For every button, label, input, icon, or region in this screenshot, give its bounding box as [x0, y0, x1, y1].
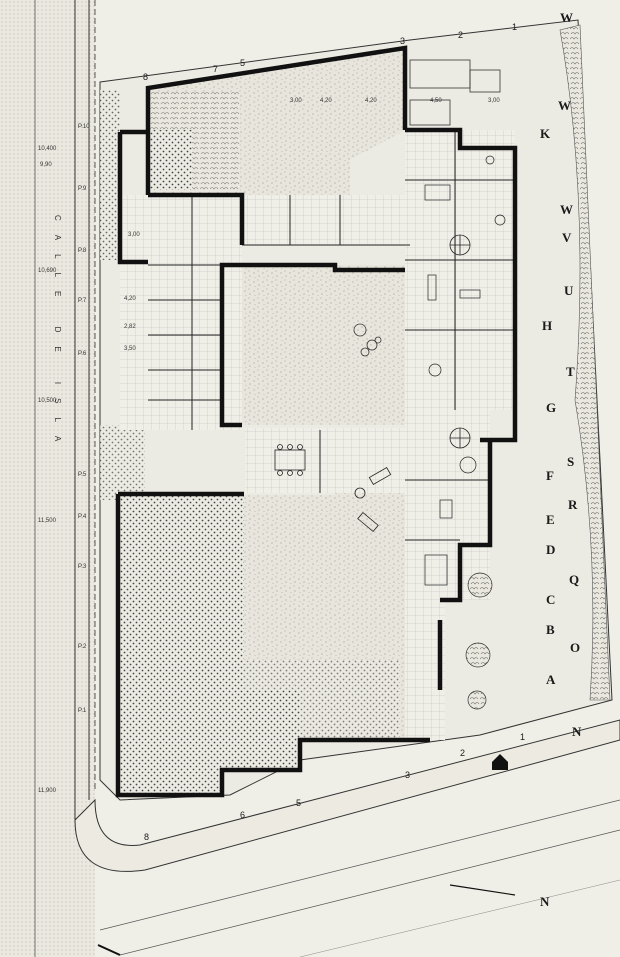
level-mark: 10,400: [38, 146, 57, 152]
street-name: CALLE DE ISLA: [53, 215, 62, 456]
level-mark: 10,690: [38, 268, 57, 274]
axis-letter: T: [566, 364, 575, 379]
axis-letter: G: [546, 400, 557, 415]
plot-label: P.1: [78, 708, 87, 714]
central-courtyard: [242, 265, 407, 425]
level-mark: 11,500: [38, 518, 56, 524]
axis-letter: K: [540, 126, 551, 141]
axis-letter: O: [570, 640, 581, 655]
street-strip: [0, 0, 95, 957]
dimension: 3,00: [290, 98, 302, 104]
level-mark: 9,90: [40, 162, 52, 168]
axis-letter: Q: [569, 572, 580, 587]
north-gallery: [242, 195, 410, 245]
level-mark: 10,500: [38, 398, 57, 404]
axis-letter: U: [564, 283, 574, 298]
axis-letter: W: [560, 10, 573, 25]
axis-letter: C: [546, 592, 556, 607]
dimension: 4,20: [320, 98, 332, 104]
dining-room: [245, 428, 407, 493]
axis-number: 5: [240, 58, 246, 68]
axis-letter: W: [560, 202, 573, 217]
axis-number: 7: [213, 64, 219, 74]
axis-number: 2: [460, 748, 466, 758]
plot-label: P.8: [78, 248, 87, 254]
axis-letter: N: [572, 724, 582, 739]
plot-label: P.5: [78, 472, 87, 478]
dimension: 2,82: [124, 324, 136, 330]
axis-number: 6: [240, 810, 246, 820]
plot-label: P.6: [78, 351, 87, 357]
level-mark: 11,900: [38, 788, 56, 794]
plot-label: P.2: [78, 644, 87, 650]
axis-letter: V: [562, 230, 572, 245]
axis-number: 3: [405, 770, 411, 780]
south-east-rooms: [405, 410, 490, 600]
north-label: N: [540, 894, 550, 909]
axis-letter: S: [567, 454, 575, 469]
dimension: 3,00: [488, 98, 500, 104]
east-wing-rooms: [405, 130, 515, 410]
axis-number: 1: [520, 732, 526, 742]
axis-letter: F: [546, 468, 554, 483]
axis-number: 8: [143, 72, 149, 82]
axis-number: 1: [512, 22, 518, 32]
plot-label: P.7: [78, 298, 87, 304]
axis-number: 8: [144, 832, 150, 842]
axis-letter: W: [558, 98, 571, 113]
plot-label: P.10: [78, 124, 90, 130]
dimension: 4,50: [430, 98, 442, 104]
axis-letter: B: [546, 622, 555, 637]
plot-label: P.9: [78, 186, 87, 192]
axis-number: 5: [296, 798, 302, 808]
axis-letter: R: [568, 497, 578, 512]
plot-label: P.4: [78, 514, 87, 520]
dimension: 3,00: [128, 232, 140, 238]
axis-letter: A: [546, 672, 556, 687]
axis-number: 3: [400, 36, 406, 46]
axis-letter: E: [546, 512, 555, 527]
axis-number: 2: [458, 30, 464, 40]
dimension: 4,20: [365, 98, 377, 104]
axis-letter: D: [546, 542, 556, 557]
axis-letter: H: [542, 318, 553, 333]
dimension: 3,50: [124, 346, 136, 352]
dimension: 4,20: [124, 296, 136, 302]
plot-label: P.3: [78, 564, 87, 570]
